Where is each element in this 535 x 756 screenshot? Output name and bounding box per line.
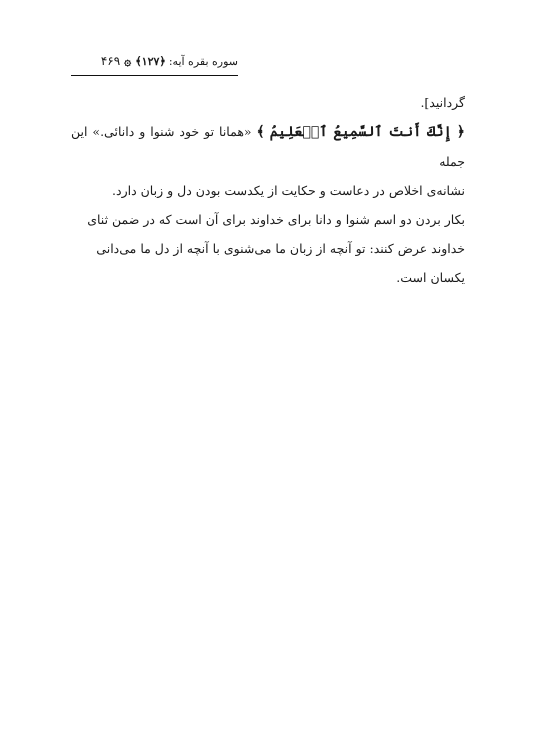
quran-verse: إِنَّكَ أَنتَ ٱلسَّمِيعُ ٱلۡعَلِيمُ — [269, 124, 452, 140]
verse-paragraph — [71, 117, 465, 176]
header-divider — [71, 75, 238, 76]
verse-translation: «همانا تو خود شنوا و دانائی.» این جمله — [71, 124, 465, 169]
paragraph-line: بکار بردن دو اسم شنوا و دانا برای خداوند برای آن است که در ضمن ثنای — [87, 212, 465, 227]
running-header — [71, 50, 238, 72]
page-number: ۴۶۹ — [100, 54, 121, 68]
ayah-number: ﴿١٢٧﴾ — [135, 54, 166, 68]
paragraph-line: گردانید]. — [420, 95, 465, 110]
verse-open-bracket: ﴿ — [456, 124, 465, 140]
surah-label: سوره بقره آیه: — [168, 54, 238, 68]
verse-close-bracket: ﴾ — [256, 124, 265, 140]
paragraph-line: نشانه‌ی اخلاص در دعاست و حکایت از یکدست بودن دل و زبان دارد. — [112, 183, 465, 198]
rub-el-hizb-icon: ۞ — [124, 54, 132, 68]
paragraph-line: یکسان است. — [396, 270, 465, 285]
body-text — [71, 88, 465, 292]
paragraph-line: خداوند عرض کنند: تو آنچه از زبان ما می‌شنوی با آنچه از دل ما می‌دانی — [96, 241, 465, 256]
